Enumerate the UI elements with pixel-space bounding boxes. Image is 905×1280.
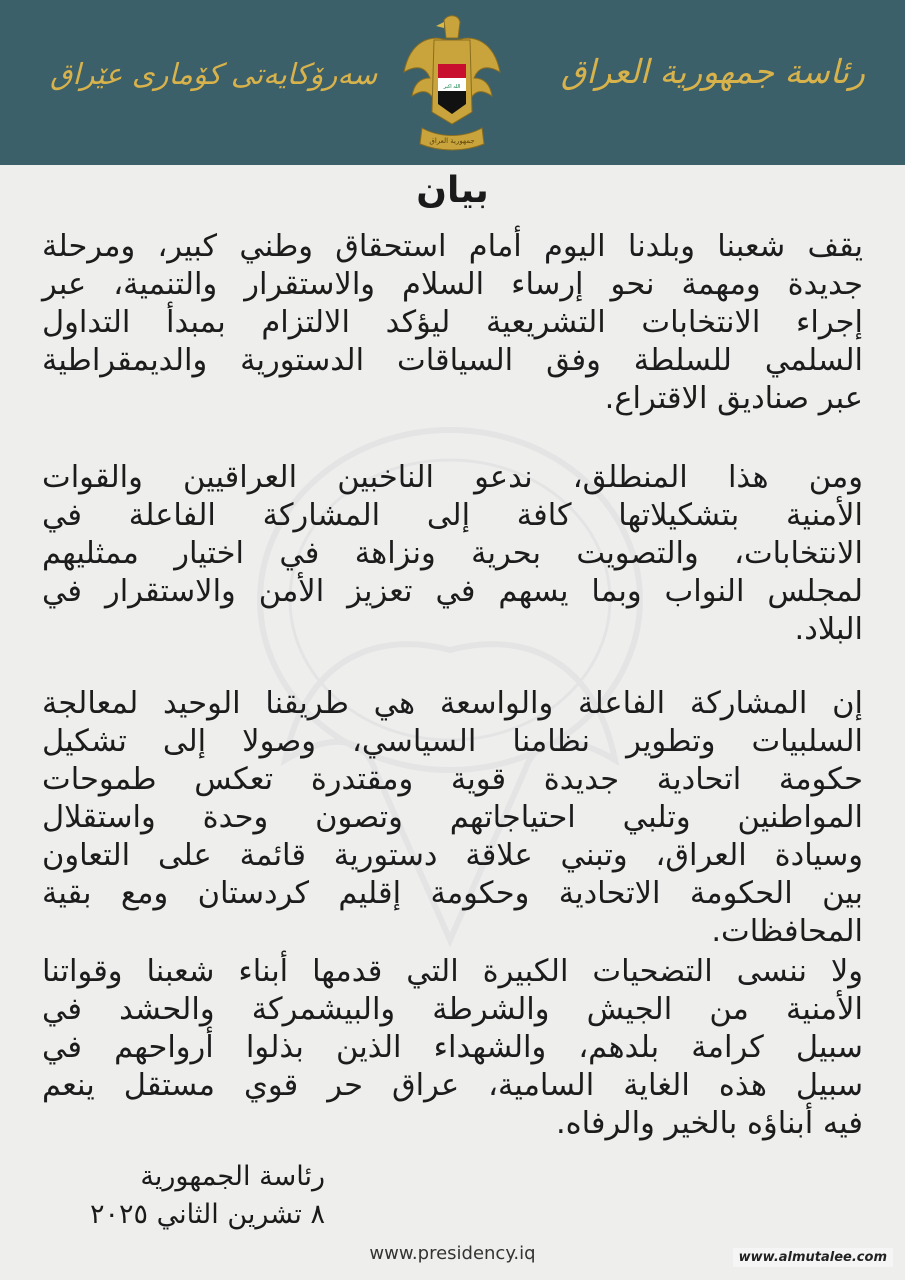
paragraph-line: الأمنية بتشكيلاتها كافة إلى المشاركة الفاعلة في [42, 498, 863, 533]
paragraph-line: المواطنين وتلبي احتياجاتهم وتصون وحدة واستقلال [42, 800, 863, 835]
paragraph-line: فيه أبناؤه بالخير والرفاه. [555, 1106, 863, 1141]
paragraph-line: البلاد. [794, 612, 863, 647]
paragraph-line: الانتخابات، والتصويت بحرية ونزاهة في اختيار ممثليهم [42, 536, 863, 571]
header-title-arabic: رئاسة جمهورية العراق [560, 52, 865, 91]
signature-block [90, 1158, 325, 1234]
paragraph-line: الأمنية من الجيش والشرطة والبيشمركة والحشد في [42, 992, 863, 1027]
paragraph-line: جديدة ومهمة نحو إرساء السلام والاستقرار والتنمية، عبر [42, 267, 863, 302]
statement-paragraph [42, 459, 863, 649]
paragraph-line: يقف شعبنا وبلدنا اليوم أمام استحقاق وطني كبير، ومرحلة [42, 229, 863, 264]
paragraph-line: حكومة اتحادية جديدة قوية ومقتدرة تعكس طموحات [42, 762, 863, 797]
statement-paragraph [42, 953, 863, 1143]
header-title-kurdish: سەرۆکایەتی کۆماری عێراق [50, 57, 378, 91]
paragraph-line: وسيادة العراق، وتبني علاقة دستورية قائمة على التعاون [42, 838, 863, 873]
header-banner [0, 0, 905, 165]
svg-text:الله اكبر: الله اكبر [443, 84, 461, 90]
statement-paragraph [42, 228, 863, 418]
paragraph-line: بين الحكومة الاتحادية وحكومة إقليم كردستان ومع بقية [42, 876, 863, 911]
signature-name: رئاسة الجمهورية [140, 1161, 325, 1192]
paragraph-line: المحافظات. [711, 914, 863, 949]
paragraph-line: سبيل هذه الغاية السامية، عراق حر قوي مستقل ينعم [42, 1068, 863, 1103]
svg-text:جمهورية العراق: جمهورية العراق [429, 137, 475, 145]
paragraph-line: ومن هذا المنطلق، ندعو الناخبين العراقيين والقوات [42, 460, 863, 495]
source-watermark: www.almutalee.com [733, 1248, 893, 1267]
paragraph-line: عبر صناديق الاقتراع. [604, 381, 863, 416]
paragraph-line: سبيل كرامة بلدهم، والشهداء الذين بذلوا أرواحهم في [42, 1030, 863, 1065]
paragraph-line: لمجلس النواب وبما يسهم في تعزيز الأمن والاستقرار في [42, 574, 863, 609]
footer-website-link[interactable]: www.presidency.iq [369, 1243, 536, 1264]
signature-date: ٨ تشرين الثاني ٢٠٢٥ [90, 1199, 325, 1230]
statement-paragraph [42, 685, 863, 951]
paragraph-line: ولا ننسى التضحيات الكبيرة التي قدمها أبناء شعبنا وقواتنا [42, 954, 863, 989]
paragraph-line: السلبيات وتطوير نظامنا السياسي، وصولا إلى تشكيل [42, 724, 863, 759]
statement-title: بيان [416, 170, 489, 211]
iraq-eagle-emblem-icon [400, 12, 504, 154]
paragraph-line: السلمي للسلطة وفق السياقات الدستورية والديمقراطية [42, 343, 863, 378]
paragraph-line: إن المشاركة الفاعلة والواسعة هي طريقنا الوحيد لمعالجة [42, 686, 863, 721]
paragraph-line: إجراء الانتخابات التشريعية ليؤكد الالتزام بمبدأ التداول [42, 305, 863, 340]
